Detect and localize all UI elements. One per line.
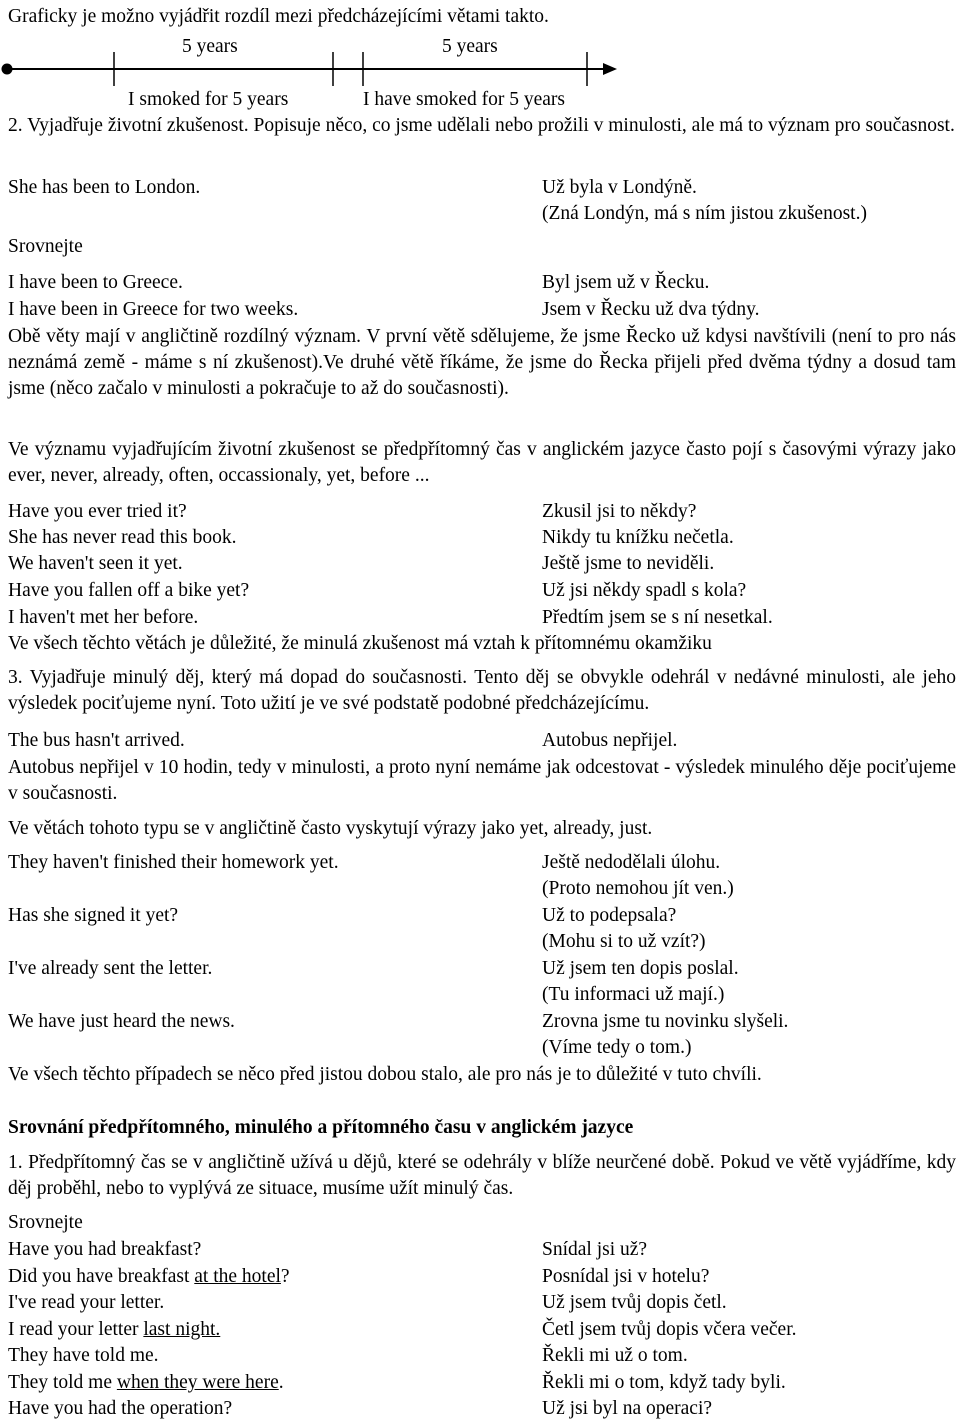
underlined-time-phrase: at the hotel — [194, 1266, 281, 1287]
timeline-caption-left: I smoked for 5 years — [128, 89, 289, 110]
example-en: She has been to London. — [8, 177, 201, 198]
section-paragraph: 1. Předpřítomný čas se v angličtině užívá u dějů, které se odehrály v blíže neurčené době. Pokud ve větě vyjádříme, kdy děj proběhl, nebo to vyplývá ze situace, musíme užít minulý čas. — [8, 1152, 956, 1199]
point3-paragraph: 3. Vyjadřuje minulý děj, který má dopad do současnosti. Tento děj se obvykle odehrál v nedávné minulosti, ale jeho výsledek pociťujeme nyní. Toto užití je ve své podstatě podobné předcházejícímu. — [8, 667, 956, 714]
point3-summary: Ve všech těchto případech se něco před jistou dobou stalo, ale pro nás je to důležité v tuto chvíli. — [8, 1064, 762, 1085]
point2-paragraph: 2. Vyjadřuje životní zkušenost. Popisuje něco, co jsme udělali nebo prožili v minulosti, ale má to význam pro současnost. — [8, 115, 955, 136]
example-en: Have you fallen off a bike yet? — [8, 580, 250, 601]
example-en: I have been in Greece for two weeks. — [8, 299, 299, 320]
point3-usage: Ve větách tohoto typu se v angličtině často vyskytují výrazy jako yet, already, just. — [8, 818, 653, 839]
example-cz: Autobus nepřijel. — [542, 730, 678, 751]
point2-summary: Ve všech těchto větách je důležité, že minulá zkušenost má vztah k přítomnému okamžiku — [8, 633, 712, 654]
example-cz-note: (Víme tedy o tom.) — [542, 1037, 692, 1058]
example-cz: Řekli mi už o tom. — [542, 1345, 688, 1366]
example-en: Have you had breakfast? — [8, 1239, 202, 1260]
example-cz-note: (Tu informaci už mají.) — [542, 984, 725, 1005]
example-cz: Už jsi někdy spadl s kola? — [542, 580, 747, 601]
example-cz: Už jsi byl na operaci? — [542, 1398, 713, 1419]
example-en: They told me when they were here. — [8, 1372, 284, 1393]
example-en: I've read your letter. — [8, 1292, 165, 1313]
example-en: The bus hasn't arrived. — [8, 730, 185, 751]
underlined-time-phrase: when they were here — [116, 1372, 279, 1393]
example-en: I read your letter last night. — [8, 1319, 221, 1340]
timeline-caption-right: I have smoked for 5 years — [363, 89, 565, 110]
example-en: I've already sent the letter. — [8, 958, 213, 979]
example-cz: Byl jsem už v Řecku. — [542, 272, 710, 293]
example-cz: Četl jsem tvůj dopis včera večer. — [542, 1319, 797, 1340]
example-cz: Nikdy tu knížku nečetla. — [542, 527, 734, 548]
example-cz: Zrovna jsme tu novinku slyšeli. — [542, 1011, 789, 1032]
example-en: We haven't seen it yet. — [8, 553, 183, 574]
example-cz: Už jsem ten dopis poslal. — [542, 958, 739, 979]
example-en: I have been to Greece. — [8, 272, 183, 293]
example-cz-note: (Mohu si to už vzít?) — [542, 931, 706, 952]
timeline-span-right: 5 years — [442, 36, 498, 57]
example-en: Did you have breakfast at the hotel? — [8, 1266, 290, 1287]
example-cz-note: (Zná Londýn, má s ním jistou zkušenost.) — [542, 203, 867, 224]
example-cz: Jsem v Řecku už dva týdny. — [542, 299, 760, 320]
example-en: Has she signed it yet? — [8, 905, 179, 926]
example-cz: Už to podepsala? — [542, 905, 677, 926]
example-cz: Předtím jsem se s ní nesetkal. — [542, 607, 773, 628]
example-cz: Zkusil jsi to někdy? — [542, 501, 697, 522]
example-en: I haven't met her before. — [8, 607, 199, 628]
compare-label: Srovnejte — [8, 236, 83, 257]
point2-explanation: Obě věty mají v angličtině rozdílný význam. V první větě sdělujeme, že jsme Řecko už kdysi navštívili (není to pro nás neznámá země - máme s ní zkušenost).Ve druhé větě říkáme, že jsme do Řecka přijeli před dvěma týdny a dosud tam jsme (něco začalo v minulosti a pokračuje to až do současnosti). — [8, 326, 956, 399]
example-cz: Řekli mi o tom, když tady byli. — [542, 1372, 786, 1393]
example-en: They have told me. — [8, 1345, 159, 1366]
example-cz: Už byla v Londýně. — [542, 177, 697, 198]
example-cz: Posnídal jsi v hotelu? — [542, 1266, 710, 1287]
example-cz: Už jsem tvůj dopis četl. — [542, 1292, 727, 1313]
intro-line: Graficky je možno vyjádřit rozdíl mezi předcházejícími větami takto. — [8, 6, 549, 27]
example-cz-note: (Proto nemohou jít ven.) — [542, 878, 734, 899]
timeline-span-left: 5 years — [182, 36, 238, 57]
point2-usage: Ve významu vyjadřujícím životní zkušenost se předpřítomný čas v anglickém jazyce často pojí s časovými výrazy jako ever, never, already, often, occassionaly, yet, before ... — [8, 439, 956, 486]
section-heading: Srovnání předpřítomného, minulého a přítomného času v anglickém jazyce — [8, 1117, 634, 1138]
example-en: We have just heard the news. — [8, 1011, 235, 1032]
underlined-time-phrase: last night. — [143, 1319, 221, 1340]
example-en: They haven't finished their homework yet. — [8, 852, 339, 873]
example-en: She has never read this book. — [8, 527, 237, 548]
example-en: Have you had the operation? — [8, 1398, 233, 1419]
example-cz: Snídal jsi už? — [542, 1239, 648, 1260]
example-en: Have you ever tried it? — [8, 501, 187, 522]
timeline-arrowhead — [603, 63, 617, 75]
compare-label: Srovnejte — [8, 1212, 83, 1233]
point3-explanation: Autobus nepřijel v 10 hodin, tedy v minulosti, a proto nyní nemáme jak odcestovat - výsledek minulého děje pociťujeme v současnosti. — [8, 757, 956, 804]
example-cz: Ještě jsme to neviděli. — [542, 553, 715, 574]
example-cz: Ještě nedodělali úlohu. — [542, 852, 721, 873]
